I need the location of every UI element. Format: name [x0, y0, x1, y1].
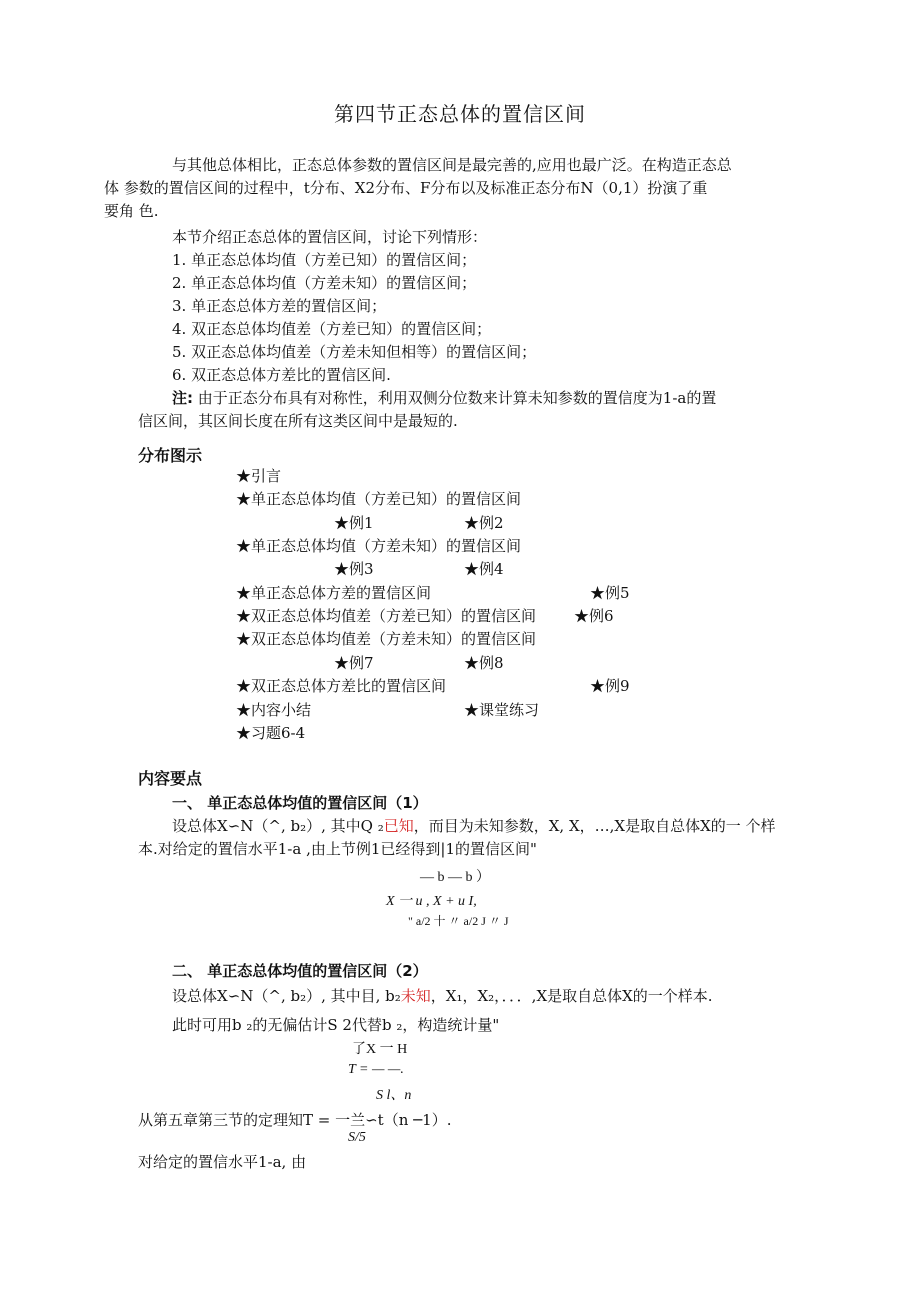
nav-link-intro[interactable]: ★引言	[236, 467, 282, 485]
note-line-1	[172, 387, 716, 410]
nav-link-example-2[interactable]: ★例2	[464, 514, 504, 532]
nav-link-example-8[interactable]: ★例8	[464, 654, 504, 672]
final-line: 对给定的置信水平1-a, 由	[138, 1153, 307, 1171]
case-item: 4. 双正态总体均值差（方差已知）的置信区间；	[172, 320, 492, 338]
theorem-denominator: S/5	[348, 1130, 366, 1145]
part1-line-2: 本.对给定的置信水平1-a ,由上节例1已经得到|1的置信区间"	[138, 840, 537, 858]
part1-line-1-a: 设总体X∽N（^, b₂）, 其中Q ₂	[172, 817, 384, 835]
nav-link-example-9[interactable]: ★例9	[590, 677, 630, 695]
formula-1-mid: X 一 u , X + u I,	[386, 894, 477, 909]
intro-paragraph	[104, 154, 788, 223]
nav-link-section-1[interactable]: ★单正态总体均值（方差已知）的置信区间	[236, 490, 522, 508]
case-item: 6. 双正态总体方差比的置信区间.	[172, 366, 391, 384]
intro-line-1: 与其他总体相比，正态总体参数的置信区间是最完善的,应用也最广泛。在构造正态总	[172, 156, 732, 174]
case-item: 3. 单正态总体方差的置信区间；	[172, 297, 387, 315]
part1-line-1-b: ，而目为未知参数，X, X，…,X是取自总体X的一 个样	[413, 817, 776, 835]
nav-link-section-3[interactable]: ★单正态总体方差的置信区间	[236, 584, 432, 602]
case-item: 1. 单正态总体均值（方差已知）的置信区间；	[172, 251, 477, 269]
part2-heading: 二、 单正态总体均值的置信区间（2）	[172, 962, 428, 980]
nav-link-example-1[interactable]: ★例1	[334, 514, 374, 532]
statistic-bottom: S l、n	[376, 1088, 412, 1103]
nav-link-section-4[interactable]: ★双正态总体均值差（方差已知）的置信区间	[236, 607, 537, 625]
intro-list-lead: 本节介绍正态总体的置信区间，讨论下列情形：	[172, 228, 488, 246]
nav-link-section-6[interactable]: ★双正态总体方差比的置信区间	[236, 677, 447, 695]
part2-line-1-a: 设总体X∽N（^, b₂）, 其中目, b₂	[172, 987, 401, 1005]
theorem-line: 从第五章第三节的定理知T = 一兰∽t（n ─1）.	[138, 1111, 452, 1129]
nav-link-example-3[interactable]: ★例3	[334, 560, 374, 578]
known-highlight: 已知	[383, 817, 414, 835]
nav-link-practice[interactable]: ★课堂练习	[464, 701, 540, 719]
nav-link-example-5[interactable]: ★例5	[590, 584, 630, 602]
note-line-2: 信区间，其区间长度在所有这类区间中是最短的.	[138, 412, 458, 430]
statistic-mid: T = — —.	[348, 1062, 404, 1077]
page-title: 第四节正态总体的置信区间	[334, 102, 586, 126]
key-points-heading: 内容要点	[138, 769, 203, 788]
part1-line-1	[172, 815, 776, 838]
part2-line-1	[172, 985, 713, 1008]
nav-link-section-5[interactable]: ★双正态总体均值差（方差未知）的置信区间	[236, 630, 537, 648]
nav-link-summary[interactable]: ★内容小结	[236, 701, 312, 719]
nav-link-example-7[interactable]: ★例7	[334, 654, 374, 672]
nav-link-example-4[interactable]: ★例4	[464, 560, 504, 578]
nav-link-section-2[interactable]: ★单正态总体均值（方差未知）的置信区间	[236, 537, 522, 555]
formula-1-top: — b — b ）	[420, 870, 490, 885]
nav-link-example-6[interactable]: ★例6	[574, 607, 614, 625]
formula-1-bottom: " a/2 十 〃 a/2 J 〃 J	[408, 914, 509, 928]
distribution-heading: 分布图示	[138, 446, 203, 465]
case-item: 2. 单正态总体均值（方差未知）的置信区间；	[172, 274, 477, 292]
note-text-1: 由于正态分布具有对称性，利用双侧分位数来计算未知参数的置信度为1-a的置	[193, 389, 717, 407]
intro-line-2: 体 参数的置信区间的过程中，t分布、X2分布、F分布以及标准正态分布N（0,1）扮演了重	[104, 179, 708, 197]
case-item: 5. 双正态总体均值差（方差未知但相等）的置信区间；	[172, 343, 537, 361]
part2-line-1-b: ，X₁，X₂，．．．,X是取自总体X的一个样本.	[430, 987, 713, 1005]
note-label: 注:	[172, 389, 193, 407]
nav-link-exercise[interactable]: ★习题6-4	[236, 724, 306, 742]
unknown-highlight: 未知	[400, 987, 431, 1005]
intro-line-3: 要角 色.	[104, 202, 159, 220]
part2-line-2: 此时可用b ₂的无偏估计S 2代替b ₂，构造统计量"	[172, 1016, 500, 1034]
part1-heading: 一、 单正态总体均值的置信区间（1）	[172, 794, 428, 812]
statistic-top: 了X 一 H	[352, 1042, 408, 1057]
